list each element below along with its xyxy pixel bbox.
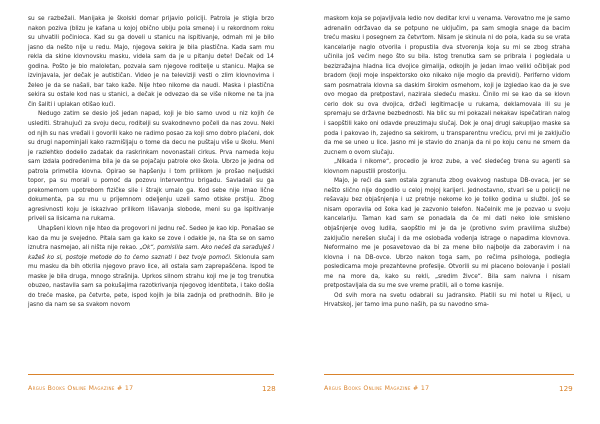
right-page-body <box>324 15 570 311</box>
left-paragraph-3 <box>28 225 274 311</box>
left-paragraph-3-lead: Uhapšeni klovn nije htео da progovori ni jednu reč. Sedeo je kao kip. Ponašao se kao da mu je svejedno. Pitala sam ga kako se zove i odakle je, na šta se on samo iznutra nasmejao, ali ništa nije rekao. <box>28 226 274 252</box>
left-paragraph-3-tail: Sklonula sam mu masku da bih otkrila njegovo pravo lice, ali ostala sam zaprepašćena. Ispod te maske je bila druga, mnogo strašnija. Uprkos silnom strahu koji me je tog trenutka obuzeo, nastavila sam sa pokušajima razotkrivanja njegovog identiteta, i tako došla do treće maske, pa četvrte, pete, ispod kojih je bila zadnja od prethodnih. Bilo je jasno da nam se sa svakom novom <box>28 254 275 309</box>
right-footer-magazine: Argus Books Online Magazine # 17 <box>324 385 430 392</box>
right-paragraph-4: Od svih mora na svetu odabrali su Jadransko. Platili su mi hotel u Rijeci, u Hrvatskoj, jer tamo ima puno naših, pa su navodno sma- <box>324 292 570 309</box>
left-page-number: 128 <box>262 384 276 393</box>
left-paragraph-3-italic: „Ok“, pomislila sam. Ako nećeš da sarađuješ i kažeš ko si, postoje metode do to ćemo saznati i bez tvoje pomoći. <box>28 245 274 261</box>
right-paragraph-2: „Nikada i nikome“, procedio je kroz zube, a već sledećeg trena su agenti sa klovnom napustili prostoriju. <box>324 159 570 175</box>
right-footer-rule <box>324 374 574 375</box>
left-footer-magazine: Argus Books Online Magazine # 17 <box>28 385 134 392</box>
left-page-body <box>28 15 274 311</box>
left-paragraph-1: su se razbežali. Manijaka je školski domar prijavio policiji. Patrola je stigla brzo nakon poziva (blizu je kafana u kojoj obično ubiju pola smene) i u rekordnom roku su uhvatili počinioca. Kad su ga doveli u stanicu na ispitivanje, odmah mi je bilo jasno da nešto nije u redu. Majo, njegova sekira je bila plastična. Kada sam mu rekla da skine klovnovsku masku, videla sam da je u pitanju dete! Dečak od 14 godina. Pošto je bio maloletan, pozvala sam njegove roditelje u stanicu. Majka se izvinjavala, jer dečak je autističan. Video je na televiziji vesti o zlim klovnovima i želeo je da se našali, bar tako kaže. Nije hteo nikome da naudi. Maska i plastična sekira su ostale kod nas u stanici, a dečak je odvezao da se više nikome ne ta jna čin šaliti i uplakan otišao kući. <box>28 16 274 108</box>
left-footer-rule <box>28 374 274 375</box>
right-page-number: 129 <box>559 384 573 393</box>
right-paragraph-3: Majo, je reći da sam ostala zgranuta zbog ovakvog nastupa DB-ovaca, jer se nešto slično nije dogodilo u celoj mojoj karijeri. Jednostavno, stvari se u policiji ne rešavaju bez objašnjenja i uz pretnje nekome ko je toliko godina u službi. Još se nisam oporavila od šoka kad je zazvonio telefon. Načelnik me je pozvao u svoju kancelariju. Taman kad sam se ponadala da će mi dati neko iole smisleno objašnjenje ovog ludila, saopštio mi je da je (protivno svim pravilima službe) zaključio nerešen slučaj i da me oslobađa vođenja istrage o napadima klovnova. Neformalno me je posavetovao da bi za mene bilo najbolje da zaboravim i na klovna i na DB-ovce. Ubrzo nakon toga sam, po rečima psihologa, podlegla posledicama moje prezahtevne profesije. Otvorili su mi placeno bolovanje i poslali me na more da, kako su rekli, „sredim živce“. Bila sam naivna i nisam pretpostavljala da su me sve vreme pratili, ali o tome kasnije. <box>324 178 570 290</box>
right-paragraph-1: maskom koja se pojavljivala ledio nov deditar krvi u venama. Verovatno me je samo adrenalin održavao da se potpuno ne uključim, pa sam smogla snage da bacim treću masku i posegnem za četvrtom. Nisam je skinula ni do pola, kada su se vrata kancelarije naglo otvorila i propustila dva stvorenja koja su mi se zbog straha učinila još većim nego što su bila. Istog trenutka sam se pribrala i pogledala u bezizražajna hladna lica dvojice gimalija, odkojih je jedan imao veliki očibljak pod bradom (koji moje inspektorsko oko nikako nije moglo da previdi). Periferno vidom sam posmatrala klovna sa daskim širokim osmehom, koji je izgledao kao da je sve ovo mogao da pretpostavi, nazirala sledeću masku. Činilo mi se kao da se klovn cerio dok su ova dvojica, držeći legitimacije u rukama, deklamovala ili su je spremaju se državne bezbednosti. Na blic su mi pokazali nekakav ispečatiran nalog i saopštili kako oni odavde preuzimaju slučaj. Dok je onaj drugi sakupljao maske sa poda i pakovao ih, zajedno sa sekirom, u transparentnu vrećicu, prvi mi je zaključio da me se uneo u lice. Jasno mi je stavio do znanja da ni po koju cenu ne smem da zucnem o ovom slučaju. <box>324 16 570 156</box>
left-paragraph-2: Nedugo zatim se desio još jedan napad, koji je bio samo uvod u niz kojih će uslediti. Strahujući za svoju decu, roditelji su svakodnevno počeli da nas zovu. Neki od njih su nas vređali i govorili kako ne radimo posao za koji smo dobro plaćeni, dok su drugi napominjali kako razmišljaju o tome da decu ne puštaju više u školu. Meni je raz​lehtko dodelio zadatak da raskrinkam novonastali cirkus. Prva nameda koju sam izdala podređenima bila je da se pojačaju patrole oko škola. Ubrzo je jedna od patrola primetila klovna. Opirao se hapšenju i tom prilikom je prošao neljudski topor, pa su morali u pomoć da pozovu interventnu brigadu. Savladali su ga prekomernom upotrebom fizičke sile i štrajk umalo ga. Kod sebe nije imao lične dokumenta, pa su mu u prijemnom odeljenju uzeli samo otiske prstiju. Zbog agresivnosti koju je iskazivao prilikom lišavanja slobode, meni su ga ispitivanje priveli sa lisicama na rukama. <box>28 111 274 223</box>
right-page <box>300 0 600 424</box>
